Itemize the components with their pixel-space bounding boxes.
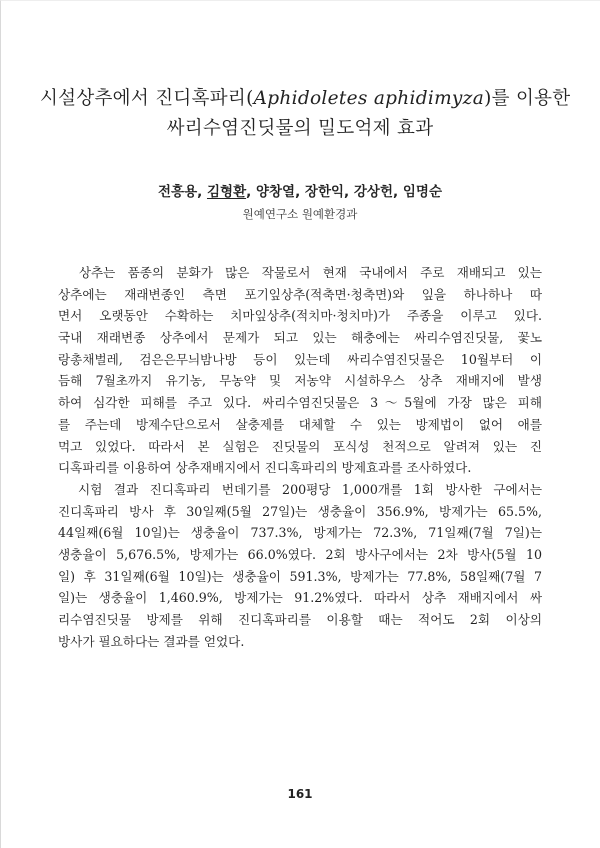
author-2-corresponding: 김형환 <box>206 184 247 200</box>
author-3: 양창열 <box>255 184 296 200</box>
abstract-line: 면서 오랫동안 수확하는 치마잎상추(적치마·청치마)가 주종을 이루고 있다. <box>58 308 542 324</box>
paper-title-line-1 <box>40 84 571 110</box>
title-prefix: 시설상추에서 진디혹파리( <box>40 88 254 109</box>
abstract-line: 먹고 있었다. 따라서 본 실험은 진딧물의 포식성 천적으로 알려져 있는 진 <box>58 438 542 454</box>
author-list: 전흥용, 김형환, 양창열, 장한익, 강상헌, 임명순 <box>158 184 442 200</box>
abstract-line: 랑총채벌레, 검은은무늬밤나방 등이 있는데 싸리수염진딧물은 10월부터 이 <box>58 351 542 367</box>
abstract-line: 를 주는데 방제수단으로서 살충제를 대체할 수 있는 방제법이 없어 애를 <box>58 416 542 432</box>
title-species-name: Aphidoletes aphidimyza <box>253 88 485 109</box>
paper-title-line-2: 싸리수염진딧물의 밀도억제 효과 <box>166 118 434 139</box>
author-4: 장한익 <box>304 184 345 200</box>
abstract-line: 하여 심각한 피해를 주고 있다. 싸리수염진딧물은 3～5월에 가장 많은 피해 <box>58 395 542 411</box>
abstract-line: 듬해 7월초까지 유기농, 무농약 및 저농약 시설하우스 상추 재배지에 발생 <box>58 373 542 389</box>
abstract-line: 진디혹파리 방사 후 30일째(5월 27일)는 생충율이 356.9%, 방제가는 65.5%, <box>58 503 542 519</box>
abstract-line: 상추는 품종의 분화가 많은 작물로서 현재 국내에서 주로 재배되고 있는 <box>58 265 542 280</box>
abstract-line: 생충율이 5,676.5%, 방제가는 66.0%였다. 2회 방사구에서는 2차 방사(5월 10 <box>58 546 542 562</box>
title-suffix: )를 이용한 <box>484 88 571 109</box>
abstract-line: 상추에는 재래변종인 측면 포기잎상추(적축면·청축면)와 잎을 하나하나 따 <box>58 286 542 302</box>
author-affiliation: 원예연구소 원예환경과 <box>242 207 358 221</box>
abstract-line: 44일째(6월 10일)는 생충율이 737.3%, 방제가는 72.3%, 71일째(7월 7일)는 <box>58 525 542 541</box>
abstract-line: 방사가 필요하다는 결과를 얻었다. <box>58 633 245 649</box>
abstract-body <box>58 262 542 652</box>
author-1: 전흥용 <box>158 184 198 200</box>
author-6: 임명순 <box>402 184 442 200</box>
abstract-line: 시험 결과 진디혹파리 번데기를 200평당 1,000개를 1회 방사한 구에서는 <box>58 481 542 497</box>
abstract-line: 국내 재래변종 상추에서 문제가 되고 있는 해충에는 싸리수염진딧물, 꽃노 <box>58 330 542 346</box>
abstract-line: 디혹파리를 이용하여 상추재배지에서 진디혹파리의 방제효과를 조사하였다. <box>58 460 472 476</box>
abstract-line: 리수염진딧물 방제를 위해 진디혹파리를 이용할 때는 적어도 2회 이상의 <box>58 612 542 627</box>
abstract-line: 일) 후 31일째(6월 10일)는 생충율이 591.3%, 방제가는 77.8%, 58일째(7월 7 <box>58 568 542 584</box>
abstract-line: 일)는 생충율이 1,460.9%, 방제가는 91.2%였다. 따라서 상추 재배지에서 싸 <box>58 590 542 606</box>
page-number: 161 <box>287 787 313 801</box>
author-5: 강상헌 <box>353 184 394 200</box>
